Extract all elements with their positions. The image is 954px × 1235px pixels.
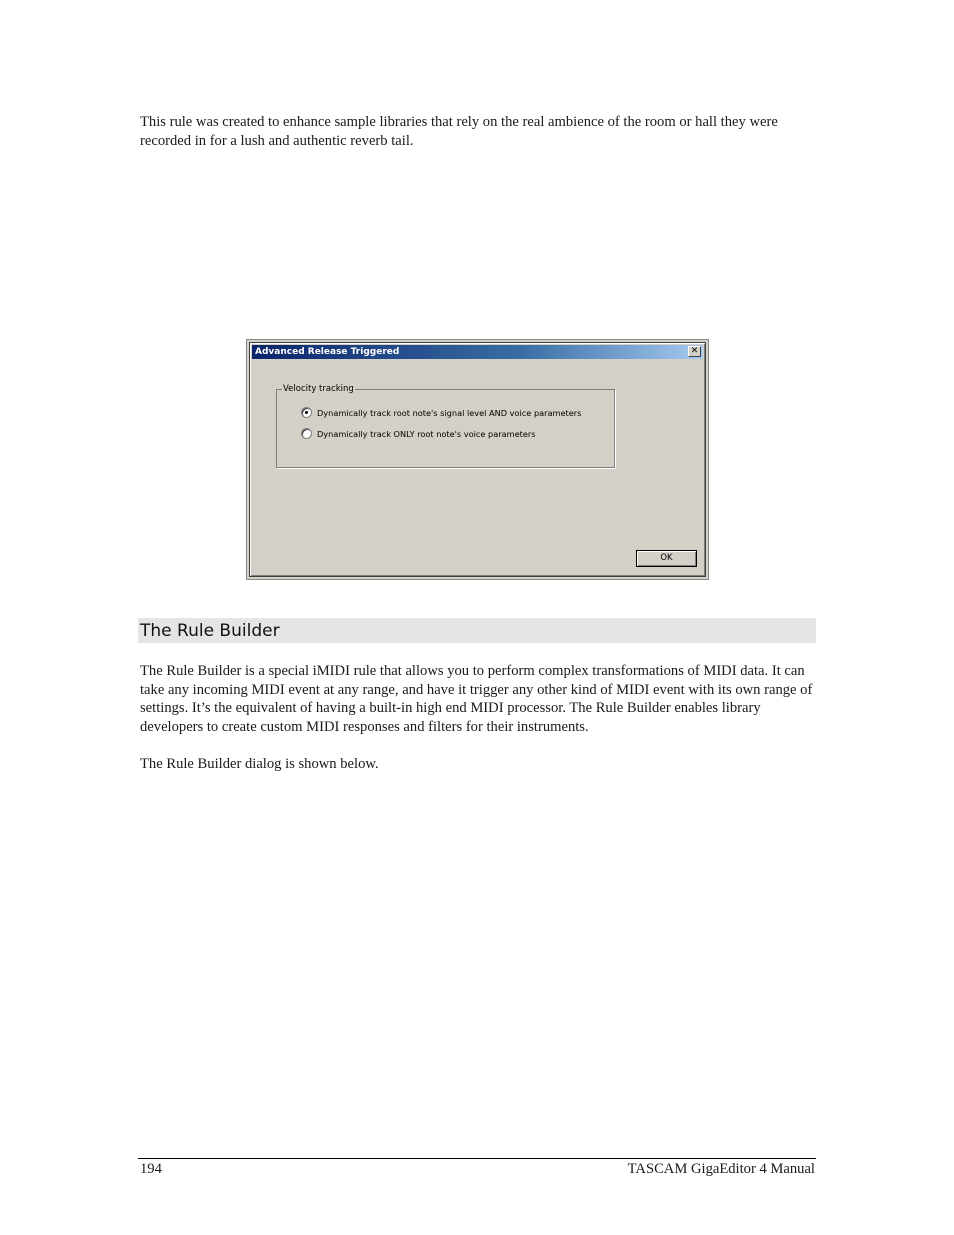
velocity-tracking-group: [276, 384, 615, 468]
option-track-voice-only[interactable]: [301, 428, 536, 439]
manual-title: TASCAM GigaEditor 4 Manual: [627, 1161, 815, 1177]
close-button[interactable]: [688, 346, 701, 357]
ok-button[interactable]: OK: [636, 550, 697, 567]
advanced-release-triggered-dialog: [249, 342, 706, 577]
footer-divider: [138, 1158, 816, 1159]
rule-builder-dialog-note: The Rule Builder dialog is shown below.: [140, 756, 379, 772]
radio-button[interactable]: [301, 428, 312, 439]
close-icon: ✕: [690, 346, 699, 356]
option-label: Dynamically track ONLY root note's voice parameters: [317, 428, 536, 439]
option-label: Dynamically track root note's signal level AND voice parameters: [317, 407, 582, 418]
dialog-screenshot: [246, 339, 709, 580]
section-heading: [138, 618, 816, 643]
rule-builder-paragraph: The Rule Builder is a special iMIDI rule that allows you to perform complex transformations of MIDI data. It can take any incoming MIDI event at any range, and have it trigger any other kind of MIDI event with its own range of settings. It’s the equivalent of having a built-in high end MIDI processor. The Rule Builder enables library developers to create custom MIDI responses and filters for their instruments.: [140, 663, 813, 735]
group-label: Velocity tracking: [283, 384, 354, 394]
option-track-signal-and-voice[interactable]: [301, 407, 581, 418]
intro-paragraph: This rule was created to enhance sample libraries that rely on the real ambience of the room or hall they were recorded in for a lush and authentic reverb tail.: [140, 114, 778, 149]
section-title: The Rule Builder: [140, 621, 280, 641]
radio-button-selected[interactable]: [301, 407, 312, 418]
dialog-titlebar[interactable]: [252, 345, 703, 359]
dialog-title: Advanced Release Triggered: [255, 347, 400, 357]
page-number: 194: [140, 1161, 162, 1177]
